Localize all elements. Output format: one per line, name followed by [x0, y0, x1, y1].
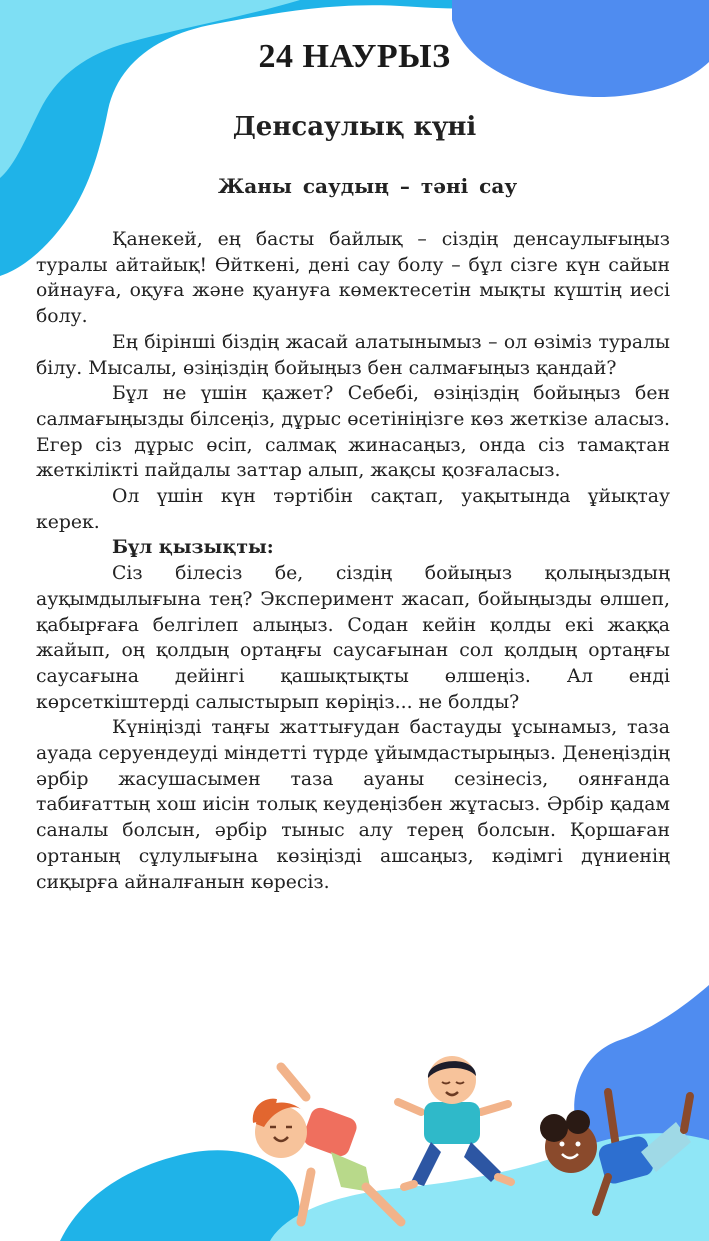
article-body — [36, 227, 670, 895]
paragraph: Ең бірінші біздің жасай алатынымыз – ол өзіміз туралы білу. Мысалы, өзіңіздің бойыңыз бен салмағыңыз қандай? — [36, 331, 670, 379]
kid-left-figure — [255, 1067, 401, 1222]
paragraph: Сіз білесіз бе, сіздің бойыңыз қолыңыздың ауқымдылығына тең? Эксперимент жасап, бойыңызды өлшеп, қабырғаға белгілеп алыңыз. Содан кейін қолды екі жаққа жайып, оң қолдың ортаңғы саусағынан сол қолдың ортаңғы саусағына дейінгі қашықтықты өлшеңіз. Ал енді көрсеткіштерді салыстырып көріңіз... не болды? — [36, 563, 670, 713]
kid-middle-figure — [398, 1056, 511, 1187]
page-heading: Денсаулық күні — [232, 112, 477, 142]
paragraph: Бұл не үшін қажет? Себебі, өзіңіздің бойыңыз бен салмағыңызды білсеңіз, дұрыс өсетініңізге көз жеткізе аласыз. Егер сіз дұрыс өсіп, салмақ жинасаңыз, онда сіз тамақтан жеткілікті пайдалы заттар алып, жақсы қозғаласыз. — [36, 383, 670, 482]
fact-heading: Бұл қызықты: — [112, 536, 274, 559]
motto-line: Жаны саудың – тәні сау — [218, 174, 518, 198]
paragraph: Қанекей, ең басты байлық – сіздің денсаулығыңыз туралы айтайық! Өйткені, дені сау болу – бұл сізге күн сайын ойнауға, оқуға және қуануға көмектесетін мықты күштің иесі болу. — [36, 229, 670, 328]
kid-right-figure — [540, 1092, 691, 1212]
kids-yoga-illustration — [236, 1052, 696, 1232]
paragraph: Ол үшін күн тәртібін сақтап, уақытында ұйықтау керек. — [36, 486, 670, 533]
paragraph: Күніңізді таңғы жаттығудан бастауды ұсынамыз, таза ауада серуендеуді міндетті түрде ұйымдастырыңыз. Денеңіздің әрбір жасушасымен таза ауаны сезінесіз, оянғанда табиғаттың хош иісін толық кеудеңізбен жұтасыз. Әрбір қадам саналы болсын, әрбір тыныс алу терең болсын. Қоршаған ортаның сұлулығына көзіңізді ашсаңыз, кәдімгі дүниенің сиқырға айналғанын көресіз. — [36, 717, 670, 893]
page-date-title: 24 НАУРЫЗ — [258, 38, 451, 75]
